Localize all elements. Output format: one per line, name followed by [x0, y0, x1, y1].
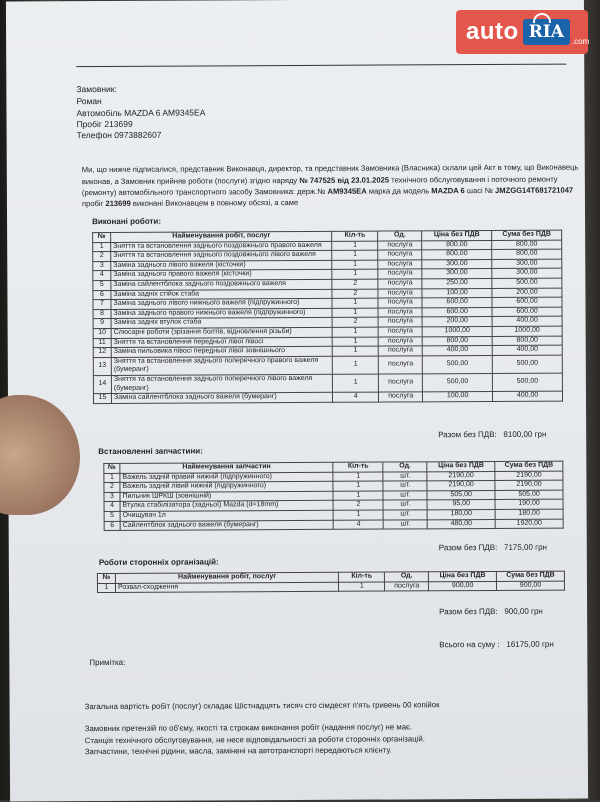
works-cell: 13 [93, 357, 111, 375]
works-cell: 800,00 [422, 250, 492, 260]
parts-cell: 190,00 [495, 499, 563, 509]
third-party-total: Разом без ПДВ: 900,00 грн [439, 606, 543, 617]
parts-cell: Важель задній правий нижній (підпружинного) [120, 472, 334, 483]
parts-cell: 5 [104, 511, 120, 521]
customer-name: Роман [76, 96, 102, 107]
parts-cell: 1920,00 [495, 519, 563, 529]
works-cell: 300,00 [422, 269, 492, 279]
works-cell: Зняття та встановлення заднього поздовжнього правого важеля [111, 241, 332, 252]
works-cell: послуга [378, 298, 422, 308]
parts-cell: 1 [334, 510, 384, 520]
works-cell: послуга [379, 356, 423, 374]
works-cell: 600,00 [422, 307, 492, 317]
parts-cell: Втулка стабілізатора (задньої) Mazda (d=18mm) [120, 501, 334, 512]
works-cell: 1 [332, 260, 378, 270]
works-cell: послуга [379, 374, 423, 392]
works-cell: послуга [378, 288, 422, 298]
works-cell: 500,00 [492, 373, 562, 392]
works-cell: 800,00 [422, 336, 492, 346]
works-cell: послуга [378, 250, 422, 260]
parts-cell: 2190,00 [495, 480, 563, 490]
works-cell: 100,00 [422, 288, 492, 298]
works-col-header: № [93, 232, 111, 242]
works-total: Разом без ПДВ: 8100,00 грн [438, 429, 547, 440]
parts-cell: 505,00 [427, 490, 495, 500]
third-party-col-header: № [97, 573, 115, 583]
logo-text-ria: RIA [523, 19, 570, 45]
works-cell: 200,00 [422, 317, 492, 327]
works-cell: 1 [332, 269, 378, 279]
footer-line-1: Замовник претензій по об'єму, якості та строкам виконання робіт (надання послуг) не має. [84, 722, 413, 734]
works-cell: 800,00 [492, 249, 562, 259]
parts-cell: шт. [383, 510, 427, 520]
logo-text-suffix: .com [571, 37, 590, 46]
works-cell: 1 [333, 356, 379, 374]
works-cell: послуга [378, 269, 422, 279]
header-divider [76, 64, 566, 68]
parts-title: Встановленні запчастини: [98, 446, 203, 457]
parts-cell: Сайлентблок заднього важеля (бумеранг) [120, 520, 334, 531]
works-cell: 12 [93, 348, 111, 358]
intro-line-1: Ми, що нижче підписалися, представник Виконавця, директор, та представник Замовника (Власника) склали цей Акт в тому, що Виконавець [81, 162, 579, 175]
works-cell: 1 [333, 327, 379, 337]
parts-cell: 1 [333, 472, 383, 482]
parts-cell: 6 [104, 521, 120, 531]
note-label: Примітка: [89, 657, 126, 668]
works-col-header: Сума без ПДВ [492, 230, 562, 240]
third-party-cell: Розвал-сходження [115, 582, 338, 593]
parts-cell: Важель задній лівий нижній (підпружинного) [120, 481, 334, 492]
third-party-cell: 1 [339, 582, 385, 592]
intro-line-3: (ремонту) автомобільного транспортного засобу Замовника: держ.№ AM9345EA марка да модель MAZDA 6 шасі № JMZGG14T681721047 [81, 185, 574, 198]
works-cell: 800,00 [492, 240, 562, 250]
works-cell: 300,00 [492, 259, 562, 269]
works-cell: Зняття та встановлення заднього поздовжнього лівого важеля [111, 251, 332, 262]
parts-col-header: Сума без ПДВ [495, 461, 563, 471]
works-cell: 400,00 [493, 391, 563, 401]
works-cell: послуга [378, 279, 422, 289]
works-cell: 1 [332, 250, 378, 260]
works-cell: 1 [332, 308, 378, 318]
works-cell: послуга [379, 346, 423, 356]
third-party-col-header: Од. [385, 572, 429, 582]
works-cell: 500,00 [492, 278, 562, 288]
car-info: Автомобіль MAZDA 6 AM9345EA [76, 107, 206, 119]
works-cell: 300,00 [492, 268, 562, 278]
works-cell: 2 [332, 289, 378, 299]
works-cell: 1 [332, 298, 378, 308]
works-title: Виконані роботи: [92, 216, 162, 227]
works-cell: Заміна задніх втулок стаба [111, 318, 332, 329]
parts-cell: 2190,00 [427, 481, 495, 491]
parts-cell: шт. [383, 491, 427, 501]
works-cell: 15 [93, 394, 111, 404]
third-party-row [97, 581, 564, 593]
parts-cell: 1 [333, 481, 383, 491]
works-cell: 2 [332, 279, 378, 289]
works-cell: 1000,00 [492, 326, 562, 336]
works-cell: 1 [93, 242, 111, 252]
parts-cell: 3 [104, 492, 120, 502]
phone-info: Телефон 0973882607 [76, 129, 162, 141]
works-cell: 400,00 [422, 346, 492, 356]
parts-cell: 180,00 [427, 509, 495, 519]
third-party-title: Роботи сторонніх організацій: [98, 557, 219, 568]
works-cell: 2 [93, 252, 111, 262]
third-party-col-header: Ціна без ПДВ [429, 571, 497, 581]
parts-cell: Очищувач 1л [120, 510, 334, 521]
works-cell: 500,00 [423, 373, 493, 392]
works-cell: 11 [93, 338, 111, 348]
works-cell: 500,00 [492, 355, 562, 374]
parts-cell: шт. [383, 519, 427, 529]
works-cell: 200,00 [492, 288, 562, 298]
document-page [6, 0, 588, 802]
works-cell: Зняття та встановлення заднього поперечного правого важеля (бумеранг) [111, 356, 333, 375]
works-cell: 100,00 [423, 392, 493, 402]
works-cell: Зняття та встановлення передньої лівої півосі [111, 337, 332, 348]
third-party-cell: послуга [385, 581, 429, 591]
parts-cell: 505,00 [495, 490, 563, 500]
works-cell: 8 [93, 309, 111, 319]
works-cell: послуга [378, 260, 422, 270]
grand-total: Всього на суму : 16175,00 грн [439, 639, 554, 650]
intro-line-4: пробіг 213699 виконані Виконавцем в повному обсязі, а саме [81, 197, 299, 209]
parts-col-header: Найменування запчастин [120, 462, 334, 473]
works-cell: Заміна задніх стійок стаба [111, 289, 332, 300]
works-cell: 1 [333, 337, 379, 347]
third-party-cell: 900,00 [497, 581, 565, 591]
parts-cell: 180,00 [495, 509, 563, 519]
parts-cell: 2190,00 [495, 471, 563, 481]
works-cell: послуга [378, 308, 422, 318]
works-cell: 9 [93, 319, 111, 329]
parts-col-header: № [104, 463, 120, 473]
works-cell: 6 [93, 290, 111, 300]
parts-cell: 4 [334, 520, 384, 530]
works-cell: 800,00 [422, 240, 492, 250]
works-cell: Заміна заднього правого нижнього важеля (підпружинного) [111, 308, 332, 319]
works-cell: 10 [93, 328, 111, 338]
works-cell: Слюсарні роботи (зрізання болтів, відновлення різьби) [111, 327, 332, 338]
works-cell: Заміна заднього лівого нижнього важеля (підпружинного) [111, 298, 332, 309]
works-cell: послуга [378, 327, 422, 337]
works-cell: 600,00 [422, 298, 492, 308]
parts-cell: 1 [333, 491, 383, 501]
works-cell: 4 [333, 392, 379, 402]
parts-cell: 2 [104, 483, 120, 493]
works-cell: Заміна заднього правого важеля (кісточки) [111, 270, 332, 281]
works-cell: 1 [332, 241, 378, 251]
parts-col-header: Ціна без ПДВ [427, 461, 495, 471]
works-cell: 1000,00 [422, 326, 492, 336]
works-cell: послуга [378, 336, 422, 346]
parts-cell: Пильник ШРКШ (зовнішній) [120, 491, 334, 502]
third-party-cell: 900,00 [429, 581, 497, 591]
works-cell: 400,00 [492, 345, 562, 355]
works-cell: 5 [93, 280, 111, 290]
third-party-table [97, 571, 565, 594]
mileage-info: Пробіг 213699 [76, 118, 133, 130]
works-cell: 300,00 [422, 259, 492, 269]
customer-label: Замовник: [76, 83, 117, 95]
parts-cell: 2 [333, 500, 383, 510]
autoria-logo [456, 10, 588, 54]
parts-total: Разом без ПДВ: 7175,00 грн [438, 542, 547, 553]
works-cell: послуга [378, 317, 422, 327]
works-cell: 400,00 [492, 316, 562, 326]
intro-line-2: виконав, а Замовник прийняв роботи (послуги) згідно наряду № 747525 від 23.01.2025 технічного обслуговування і поточного ремонту [81, 174, 558, 187]
works-cell: 600,00 [492, 307, 562, 317]
parts-cell: 4 [104, 502, 120, 512]
works-cell: 4 [93, 271, 111, 281]
works-cell: послуга [379, 392, 423, 402]
works-cell: 800,00 [492, 336, 562, 346]
third-party-col-header: Кіл-ть [339, 572, 385, 582]
works-col-header: Од. [378, 231, 422, 241]
works-cell: 3 [93, 261, 111, 271]
total-in-words: Загальна вартість робіт (послуг) складає Шістнадцять тисяч сто сімдесят п'ять гривень 00 копійок [84, 700, 440, 712]
works-cell: послуга [378, 240, 422, 250]
works-col-header: Кіл-ть [332, 231, 378, 241]
footer-line-2: Станція технічного обслуговування, не несе відповідальності за роботи сторонніх організацій. [84, 734, 425, 746]
parts-col-header: Од. [383, 462, 427, 472]
works-cell: 1 [333, 374, 379, 392]
works-cell: Зняття та встановлення заднього поперечного лівого важеля (бумеранг) [111, 374, 333, 393]
parts-cell: шт. [383, 500, 427, 510]
third-party-col-header: Сума без ПДВ [496, 571, 564, 581]
works-row [93, 355, 562, 376]
works-cell: 600,00 [492, 297, 562, 307]
third-party-col-header: Найменування робіт, послуг [115, 572, 338, 583]
works-table [92, 230, 563, 404]
parts-cell: 1 [104, 473, 120, 483]
parts-cell: 480,00 [427, 519, 495, 529]
parts-col-header: Кіл-ть [333, 462, 383, 472]
works-col-header: Найменування робіт, послуг [111, 231, 332, 242]
parts-cell: 95,00 [427, 500, 495, 510]
parts-cell: 2190,00 [427, 471, 495, 481]
works-col-header: Ціна без ПДВ [422, 230, 492, 240]
third-party-cell: 1 [97, 583, 115, 593]
works-cell: 1 [333, 346, 379, 356]
works-cell: Заміна сайлентблока заднього поздовжнього важеля [111, 279, 332, 290]
works-cell: Заміна заднього лівого важеля (кісточки) [111, 260, 332, 271]
works-cell: 14 [93, 375, 111, 393]
parts-cell: шт. [383, 471, 427, 481]
works-cell: 7 [93, 300, 111, 310]
parts-row [104, 519, 563, 531]
parts-table [103, 461, 563, 532]
works-cell: Заміна пильовика півосі передньої лівої зовнішнього [111, 346, 332, 357]
footer-line-3: Запчастини, технічні рідини, масла, замінені на автотранспорті передаються клієнту. [84, 745, 392, 757]
works-row [93, 373, 562, 394]
logo-text-auto: auto [466, 18, 519, 45]
parts-cell: шт. [383, 481, 427, 491]
works-cell: 2 [332, 317, 378, 327]
works-row [93, 391, 562, 403]
works-cell: 250,00 [422, 278, 492, 288]
works-cell: 500,00 [422, 355, 492, 374]
works-cell: Заміна сайлентблока заднього важеля (бумеранг) [111, 392, 332, 403]
